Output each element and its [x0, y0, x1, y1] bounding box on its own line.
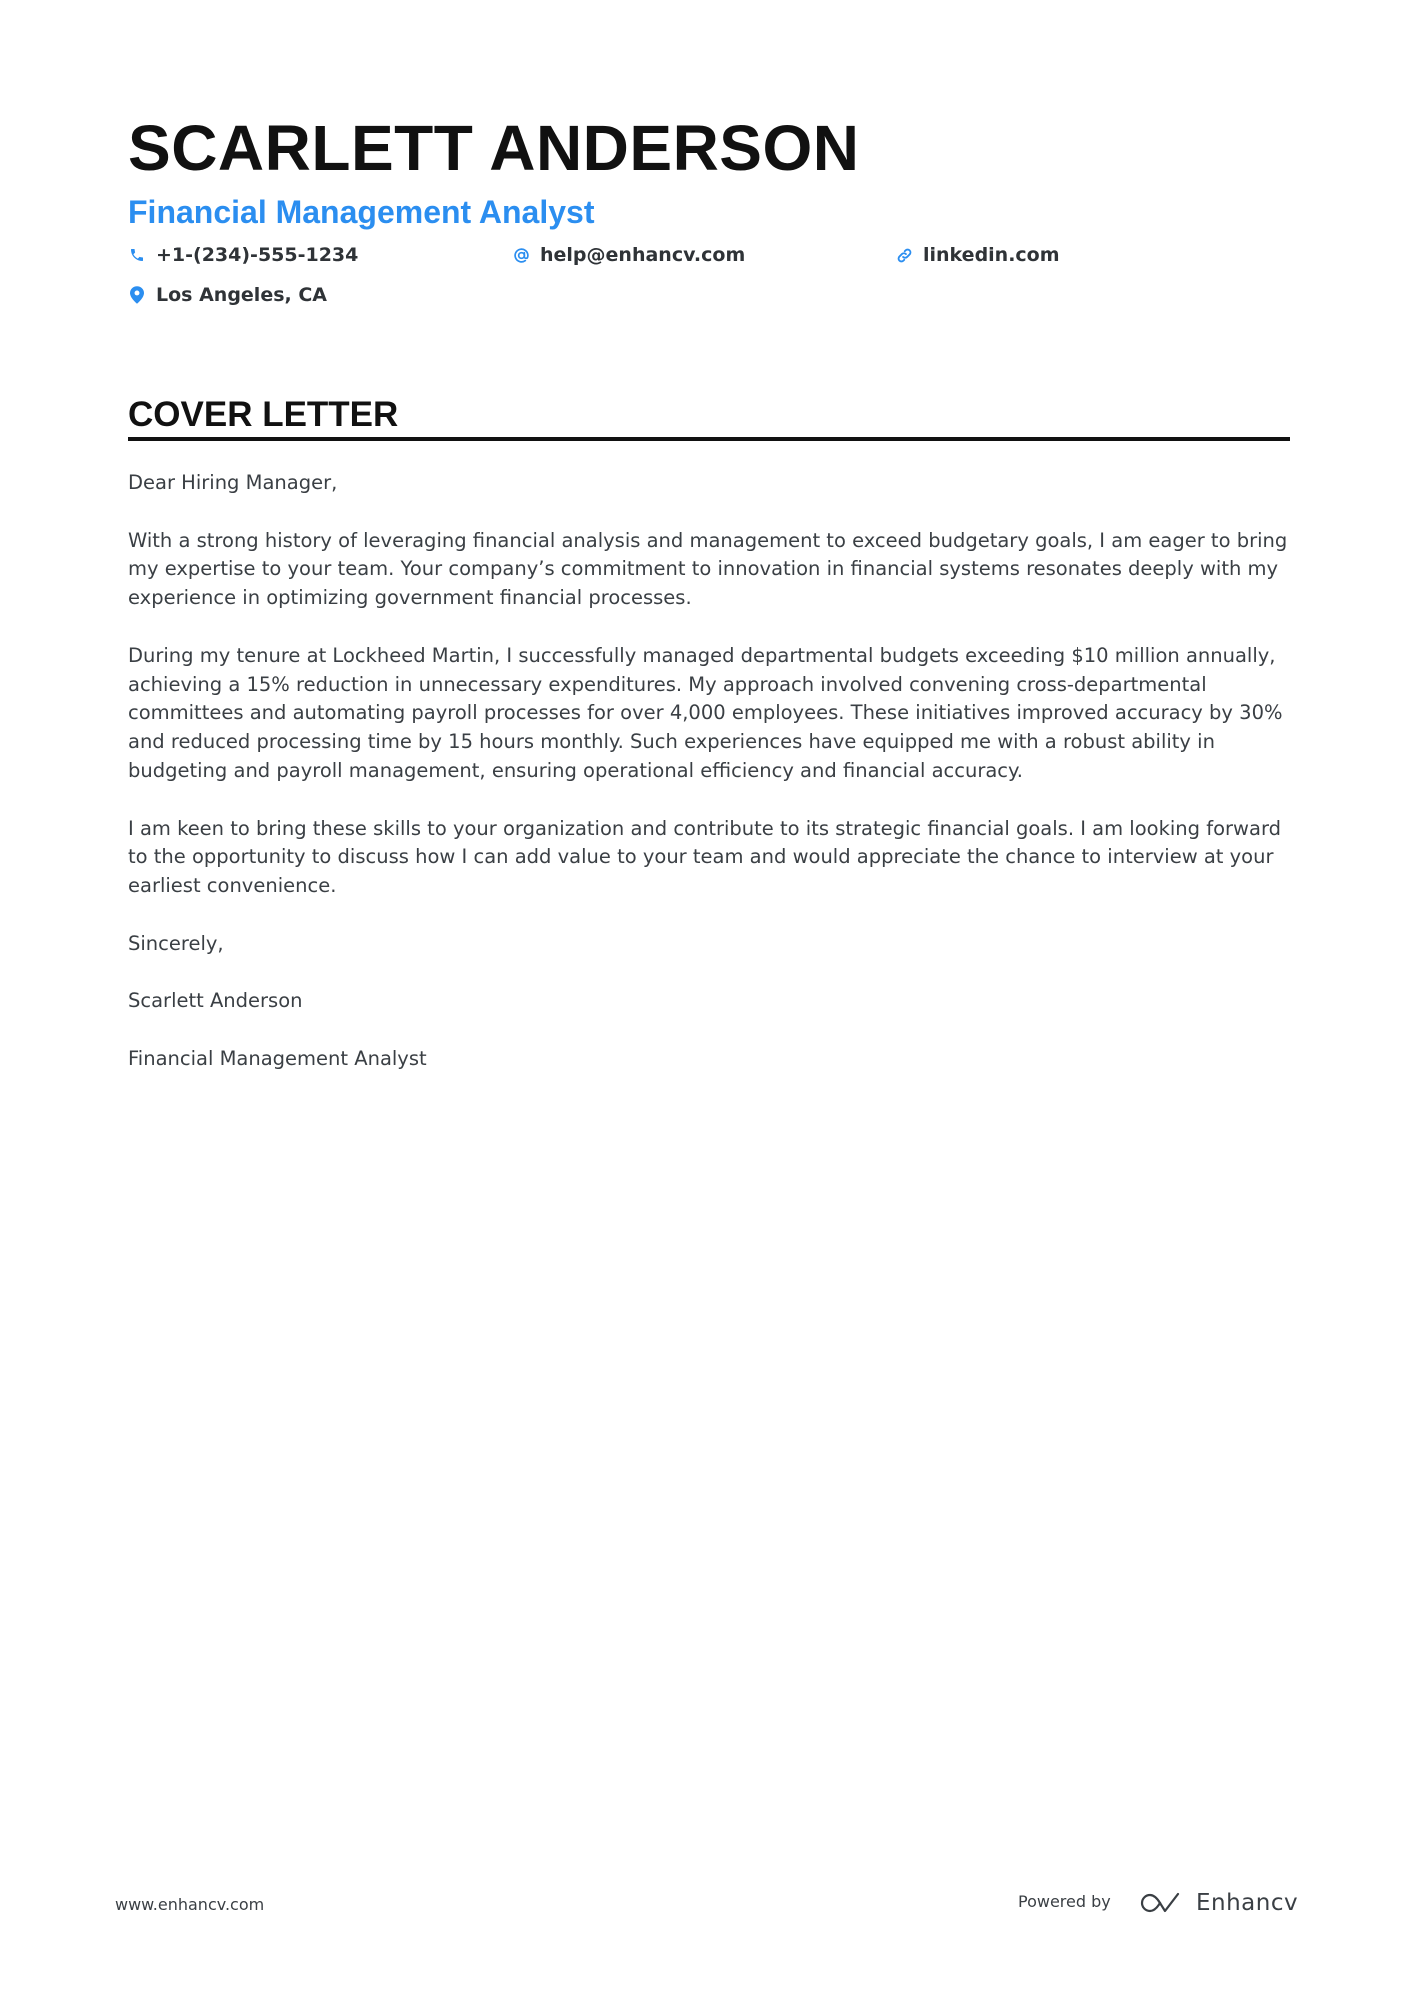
enhancv-logo-icon	[1138, 1890, 1186, 1916]
contact-phone	[128, 241, 358, 269]
contact-phone-text: +1-(234)-555-1234	[156, 244, 359, 266]
location-pin-icon	[128, 286, 146, 304]
candidate-title: Financial Management Analyst	[128, 194, 595, 230]
letter-paragraph-2: During my tenure at Lockheed Martin, I successfully managed departmental budgets exceeding $10 million annually, achieving a 15% reduction in unnecessary expenditures. My approach involved convening cross-departmental committees and automating payroll processes for over 4,000 employees. These initiatives improved accuracy by 30% and reduced processing time by 15 hours monthly. Such experiences have equipped me with a robust ability in budgeting and payroll management, ensuring operational efficiency and financial accuracy.	[128, 643, 1283, 782]
contact-linkedin-text[interactable]: linkedin.com	[923, 244, 1060, 266]
at-icon	[512, 246, 530, 264]
phone-icon	[128, 246, 146, 264]
powered-by-label: Powered by	[1018, 1892, 1111, 1911]
link-icon	[895, 246, 913, 264]
contact-location-text: Los Angeles, CA	[156, 284, 327, 306]
brand[interactable]	[1138, 1886, 1298, 1920]
closing: Sincerely,	[128, 931, 224, 955]
salutation: Dear Hiring Manager,	[128, 471, 338, 494]
contact-email-text[interactable]: help@enhancv.com	[540, 244, 746, 266]
contact-location	[128, 281, 327, 309]
signature-name: Scarlett Anderson	[128, 989, 303, 1013]
candidate-name: SCARLETT ANDERSON	[128, 112, 860, 184]
letter-body	[128, 469, 1290, 1103]
letter-paragraph-1: With a strong history of leveraging financial analysis and management to exceed budgetary goals, I am eager to bring my expertise to your team. Your company’s commitment to innovation in financial systems resonates deeply with my experience in optimizing government financial processes.	[128, 528, 1288, 610]
contact-linkedin[interactable]	[895, 241, 1060, 269]
contact-email[interactable]	[512, 241, 745, 269]
signature-title: Financial Management Analyst	[128, 1046, 427, 1070]
letter-paragraph-3: I am keen to bring these skills to your organization and contribute to its strategic financial goals. I am looking forward to the opportunity to discuss how I can add value to your team and would appreciate the chance to interview at your earliest convenience.	[128, 816, 1281, 898]
section-title: COVER LETTER	[128, 395, 399, 434]
brand-name: Enhancv	[1196, 1890, 1299, 1916]
footer-url[interactable]: www.enhancv.com	[115, 1895, 265, 1914]
section-divider	[128, 437, 1290, 441]
